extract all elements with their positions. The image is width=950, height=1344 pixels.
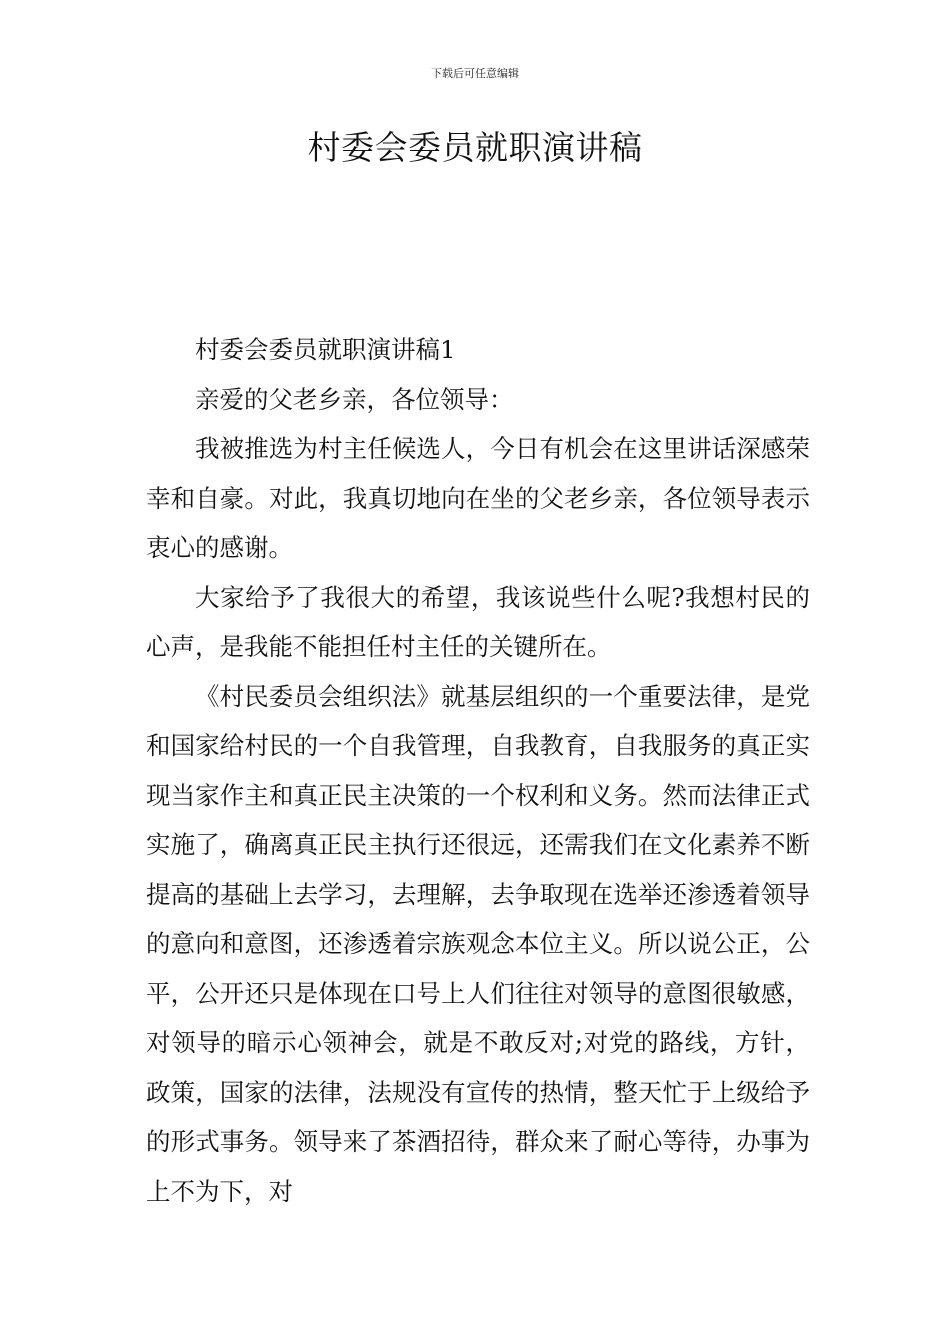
document-title: 村委会委员就职演讲稿 <box>307 128 643 167</box>
salutation: 亲爱的父老乡亲，各位领导： <box>195 384 514 414</box>
body-paragraph: 大家给予了我很大的希望，我该说些什么呢?我想村民的心声，是我能不能担任村主任的关键所在。 <box>146 582 810 661</box>
document-body <box>146 325 810 1216</box>
body-paragraph: 《村民委员会组织法》就基层组织的一个重要法律，是党和国家给村民的一个自我管理，自我教育，自我服务的真正实现当家作主和真正民主决策的一个权利和义务。然而法律正式实施了，确离真正民主执行还很远，还需我们在文化素养不断提高的基础上去学习，去理解，去争取现在选举还渗透着领导的意向和意图，还渗透着宗族观念本位主义。所以说公正，公平，公开还只是体现在口号上人们往往对领导的意图很敏感，对领导的暗示心领神会，就是不敢反对;对党的路线，方针，政策，国家的法律，法规没有宣传的热情，整天忙于上级给予的形式事务。领导来了茶酒招待，群众来了耐心等待，办事为上不为下，对 <box>146 681 810 1206</box>
header-note: 下载后可任意编辑 <box>431 67 519 80</box>
body-paragraph: 我被推选为村主任候选人，今日有机会在这里讲话深感荣幸和自豪。对此，我真切地向在坐的父老乡亲，各位领导表示衷心的感谢。 <box>146 434 810 562</box>
section-heading: 村委会委员就职演讲稿1 <box>195 335 456 364</box>
